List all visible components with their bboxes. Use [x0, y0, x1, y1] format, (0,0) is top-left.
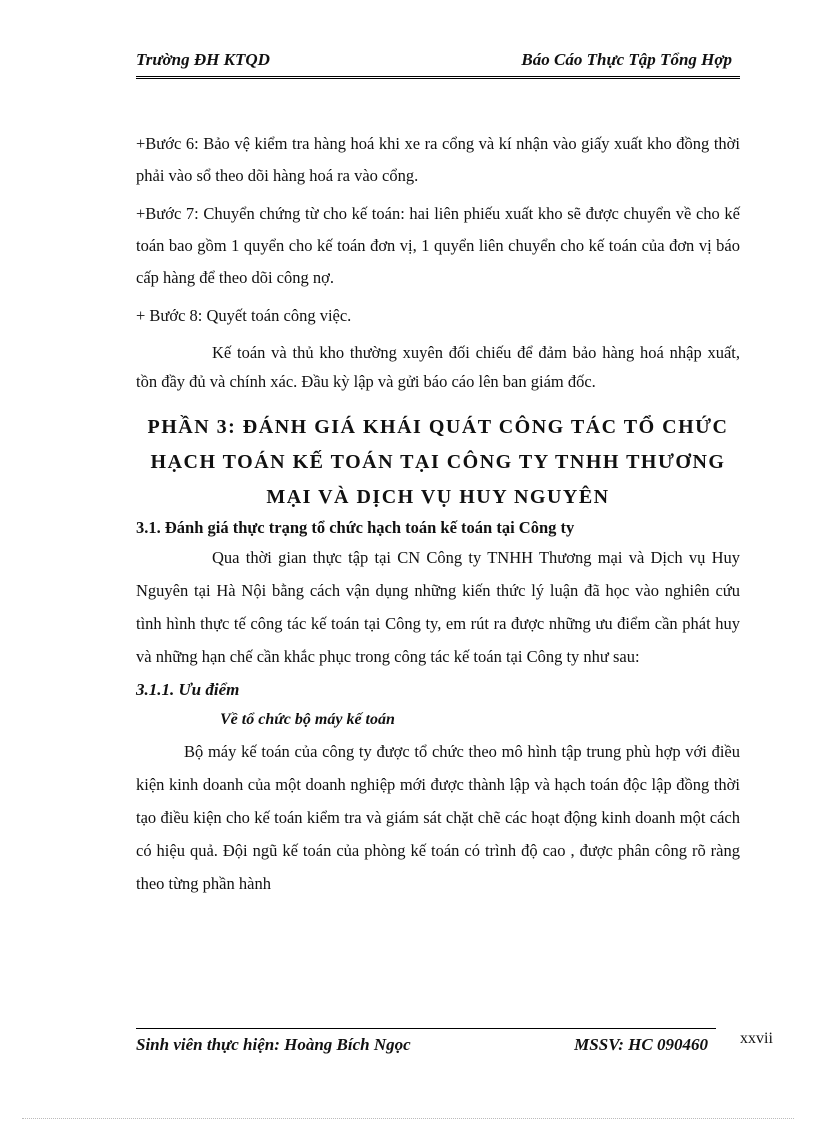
page-number: xxvii	[740, 1030, 773, 1047]
step-7-paragraph: +Bước 7: Chuyển chứng từ cho kế toán: hai liên phiếu xuất kho sẽ được chuyển về cho kế toán bao gồm 1 quyển cho kế toán đơn vị, 1 quyển liên chuyển cho kế toán của đơn vị báo cấp hàng để theo dõi công nợ.	[136, 204, 740, 287]
section-3-1-heading: 3.1. Đánh giá thực trạng tổ chức hạch toán kế toán tại Công ty	[136, 518, 575, 537]
footer-student-name: Sinh viên thực hiện: Hoàng Bích Ngọc	[136, 1035, 411, 1054]
page-bottom-divider	[22, 1118, 794, 1119]
page-content	[136, 128, 740, 900]
page-header	[136, 48, 740, 79]
section-3-1-1-heading: 3.1.1. Ưu điểm	[136, 680, 240, 699]
step-6-paragraph: +Bước 6: Bảo vệ kiểm tra hàng hoá khi xe ra cổng và kí nhận vào giấy xuất kho đồng thời phải vào sổ theo dõi hàng hoá ra vào cổng.	[136, 134, 740, 185]
page-footer	[136, 1028, 716, 1063]
part-3-heading: PHẦN 3: ĐÁNH GIÁ KHÁI QUÁT CÔNG TÁC TỔ CHỨC HẠCH TOÁN KẾ TOÁN TẠI CÔNG TY TNHH THƯƠNG MẠI VÀ DỊCH VỤ HUY NGUYÊN	[147, 416, 729, 508]
footer-student-id: MSSV: HC 090460	[574, 1035, 708, 1054]
accounting-org-paragraph: Bộ máy kế toán của công ty được tổ chức theo mô hình tập trung phù hợp với điều kiện kinh doanh của một doanh nghiệp mới được thành lập và hạch toán độc lập đồng thời tạo điều kiện cho kế toán kiểm tra và giám sát chặt chẽ các hoạt động kinh doanh một cách có hiệu quả. Đội ngũ kế toán của phòng kế toán có trình độ cao , được phân công rõ ràng theo từng phần hành	[136, 742, 740, 893]
header-school: Trường ĐH KTQD	[136, 50, 270, 69]
intro-paragraph: Qua thời gian thực tập tại CN Công ty TNHH Thương mại và Dịch vụ Huy Nguyên tại Hà Nội bằng cách vận dụng những kiến thức lý luận đã học vào nghiên cứu tình hình thực tế công tác kế toán tại Công ty, em rút ra được những ưu điểm cần phát huy và những hạn chế cần khắc phục trong công tác kế toán tại Công ty như sau:	[136, 548, 740, 666]
header-report-title: Báo Cáo Thực Tập Tổng Hợp	[521, 50, 732, 69]
accounting-org-subheading: Về tổ chức bộ máy kế toán	[220, 711, 395, 728]
step-8-paragraph: + Bước 8: Quyết toán công việc.	[136, 306, 352, 325]
reconcile-paragraph: Kế toán và thủ kho thường xuyên đối chiếu để đảm bảo hàng hoá nhập xuất, tồn đầy đủ và chính xác. Đầu kỳ lập và gửi báo cáo lên ban giám đốc.	[136, 343, 740, 391]
